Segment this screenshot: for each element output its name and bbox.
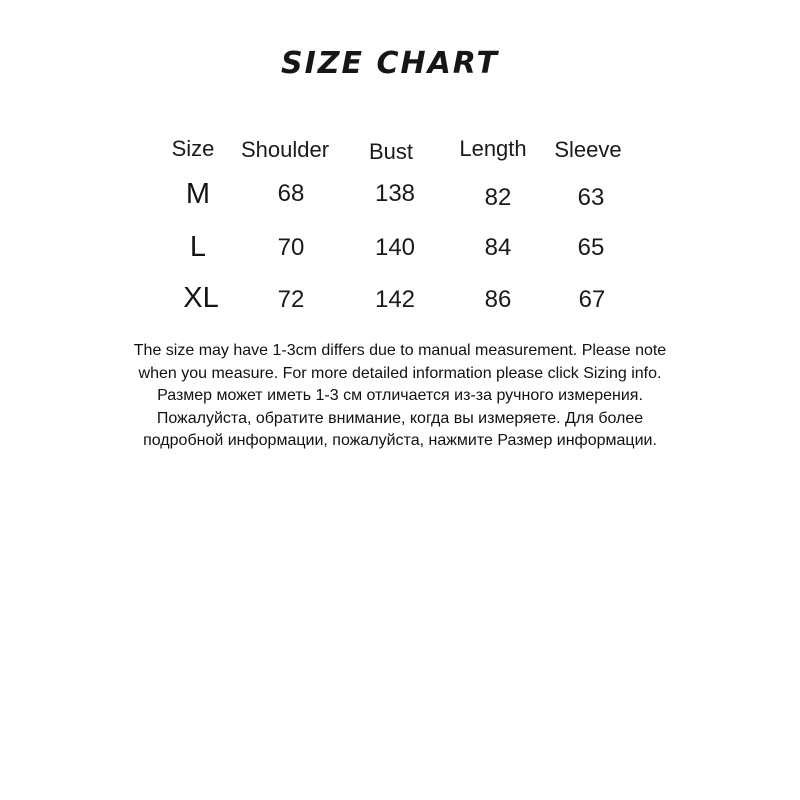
bust-cell: 138 bbox=[374, 180, 416, 207]
note-line: when you measure. For more detailed information please click Sizing info. bbox=[138, 364, 662, 382]
size-cell: XL bbox=[183, 282, 219, 314]
note-line: The size may have 1-3cm differs due to manual measurement. Please note bbox=[133, 342, 667, 359]
sleeve-cell: 67 bbox=[578, 286, 606, 313]
bust-cell: 140 bbox=[374, 234, 416, 261]
header-sleeve: Sleeve bbox=[554, 137, 622, 162]
measurement-note bbox=[60, 340, 740, 453]
header-size: Size bbox=[171, 136, 215, 161]
shoulder-cell: 72 bbox=[277, 286, 305, 313]
note-line: подробной информации, пожалуйста, нажмите Размер информации. bbox=[143, 432, 657, 449]
shoulder-cell: 68 bbox=[277, 180, 305, 207]
length-cell: 82 bbox=[484, 184, 512, 211]
size-cell: L bbox=[189, 231, 207, 263]
sleeve-cell: 63 bbox=[577, 184, 605, 211]
size-cell: M bbox=[185, 178, 211, 210]
length-cell: 86 bbox=[484, 286, 512, 313]
size-chart-title: SIZE CHART bbox=[280, 46, 500, 81]
note-line: Пожалуйста, обратите внимание, когда вы измеряете. Для более bbox=[156, 409, 644, 427]
sleeve-cell: 65 bbox=[577, 234, 605, 261]
header-bust: Bust bbox=[368, 139, 414, 164]
note-line: Размер может иметь 1-3 см отличается из-за ручного измерения. bbox=[157, 387, 643, 404]
header-length: Length bbox=[459, 136, 527, 161]
header-shoulder: Shoulder bbox=[240, 137, 330, 162]
bust-cell: 142 bbox=[374, 286, 416, 313]
length-cell: 84 bbox=[484, 234, 512, 261]
shoulder-cell: 70 bbox=[277, 234, 305, 261]
